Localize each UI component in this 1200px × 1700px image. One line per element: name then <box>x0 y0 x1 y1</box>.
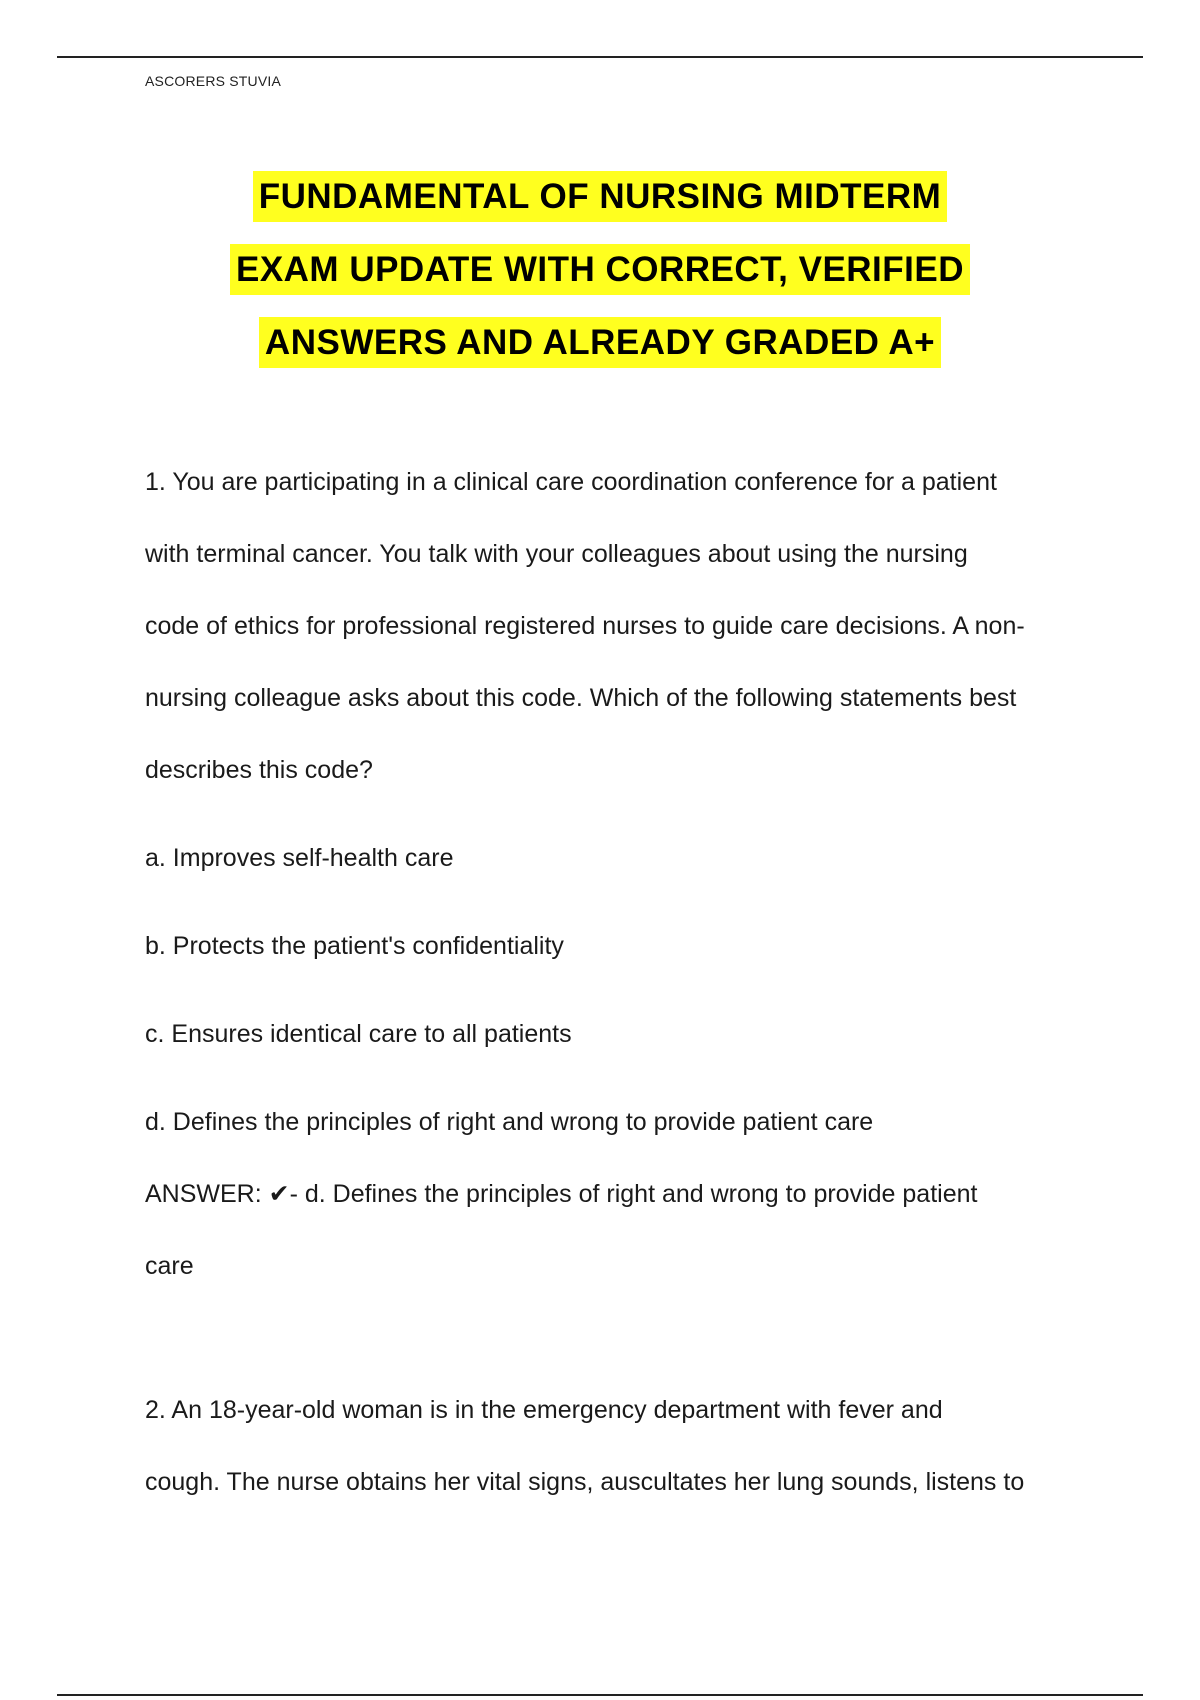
question-2-stem-line: cough. The nurse obtains her vital signs, auscultates her lung sounds, listens to <box>145 1468 1025 1496</box>
question-1-option-c: c. Ensures identical care to all patients <box>145 1020 572 1048</box>
document-header: ASCORERS STUVIA <box>145 73 282 89</box>
title-line-2 <box>0 233 1200 306</box>
question-1-option-a: a. Improves self-health care <box>145 844 454 872</box>
question-spacer <box>145 1318 1065 1390</box>
document-body <box>145 462 1065 1534</box>
question-1-stem-line: with terminal cancer. You talk with your colleagues about using the nursing <box>145 540 968 568</box>
question-1 <box>145 462 1065 1318</box>
document-title <box>0 160 1200 379</box>
bottom-rule <box>57 1694 1143 1696</box>
question-2 <box>145 1390 1065 1534</box>
title-line-3 <box>0 306 1200 379</box>
question-1-answer-line: care <box>145 1252 194 1280</box>
question-1-stem-line: nursing colleague asks about this code. Which of the following statements best <box>145 684 1017 712</box>
title-line-2-text: EXAM UPDATE WITH CORRECT, VERIFIED <box>230 244 970 295</box>
top-rule <box>57 56 1143 58</box>
question-1-stem-line: code of ethics for professional registered nurses to guide care decisions. A non- <box>145 612 1025 640</box>
question-1-stem-line: describes this code? <box>145 756 373 784</box>
question-2-stem-line: 2. An 18-year-old woman is in the emergency department with fever and <box>145 1396 943 1424</box>
title-line-1 <box>0 160 1200 233</box>
title-line-1-text: FUNDAMENTAL OF NURSING MIDTERM <box>253 171 948 222</box>
question-1-answer-line: ANSWER: ✔- d. Defines the principles of right and wrong to provide patient <box>145 1180 978 1208</box>
question-1-option-d: d. Defines the principles of right and wrong to provide patient care <box>145 1108 874 1136</box>
title-line-3-text: ANSWERS AND ALREADY GRADED A+ <box>259 317 941 368</box>
question-1-stem-line: 1. You are participating in a clinical care coordination conference for a patient <box>145 468 997 496</box>
question-1-option-b: b. Protects the patient's confidentiality <box>145 932 564 960</box>
